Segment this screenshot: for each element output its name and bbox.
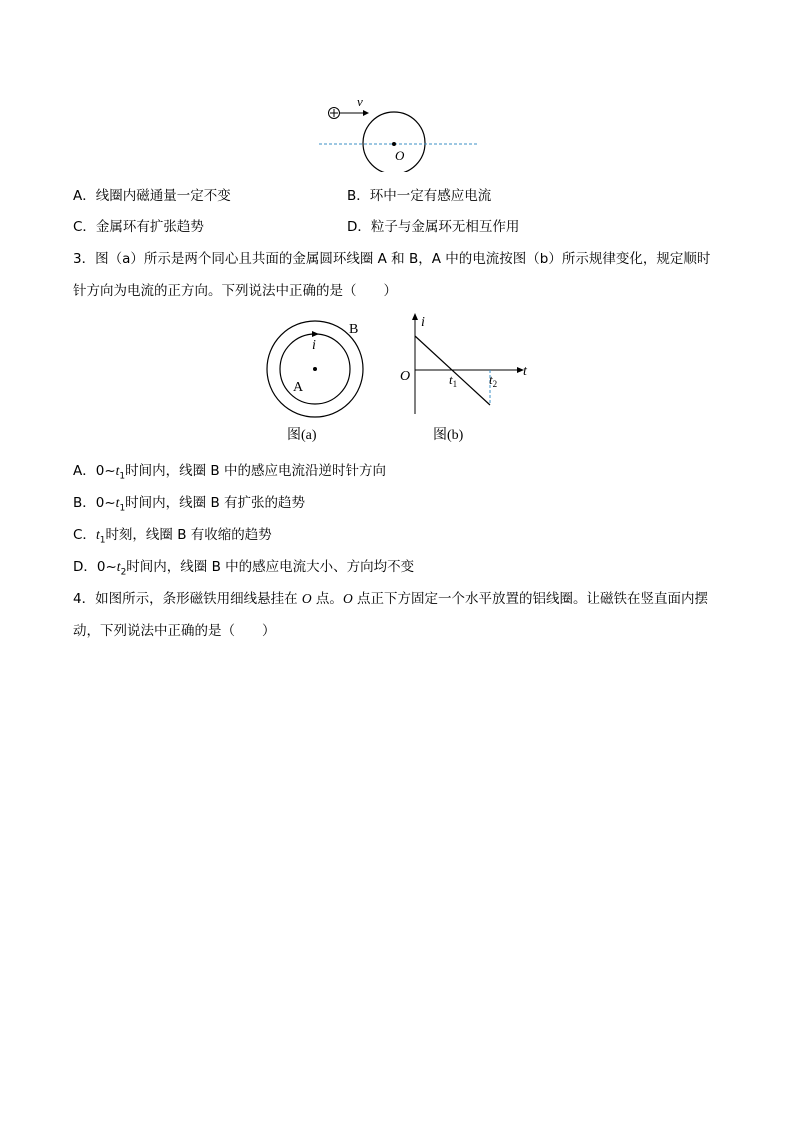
t-axis-label: t (523, 364, 527, 379)
figure-particle-ring (315, 92, 485, 172)
ring-a-label: A (293, 380, 304, 395)
q2-option-a[interactable]: A．线圈内磁通量一定不变 (73, 188, 231, 204)
time-subscript: 2 (120, 567, 127, 578)
current-label: i (312, 338, 316, 353)
velocity-arrow-icon (340, 110, 369, 116)
i-axis-label: i (421, 315, 425, 330)
rings-center-dot (313, 367, 317, 371)
q3-option-a[interactable] (73, 462, 386, 486)
q2-option-d[interactable]: D．粒子与金属环无相互作用 (347, 219, 520, 235)
q4-stem-line1 (73, 590, 708, 608)
origin-label: O (400, 369, 411, 384)
ring-center-dot (392, 142, 396, 146)
q4-text-part: 4．如图所示，条形磁铁用细线悬挂在 (73, 591, 302, 607)
q2-option-b[interactable]: B．环中一定有感应电流 (347, 188, 492, 204)
time-symbol: t (95, 527, 100, 542)
ring-center-label: O (395, 148, 405, 163)
figure-b-current-graph (395, 310, 535, 446)
figure-a-caption: 图(a) (287, 428, 317, 443)
time-symbol: t (115, 463, 120, 478)
option-text: 时刻，线圈 B 有收缩的趋势 (105, 527, 272, 543)
point-o-symbol: O (342, 591, 353, 606)
figure-b-caption: 图(b) (433, 428, 464, 443)
figure-a-concentric-rings (260, 316, 370, 446)
option-text: 时间内，线圈 B 有扩张的趋势 (125, 495, 306, 511)
time-symbol: t (115, 495, 120, 510)
q3-option-b[interactable] (73, 494, 305, 518)
i-axis-arrow-icon (412, 313, 418, 320)
option-prefix: B．0~ (73, 495, 116, 511)
time-subscript: 1 (119, 471, 126, 482)
q3-stem-line2: 针方向为电流的正方向。下列说法中正确的是（ ） (73, 283, 397, 299)
clockwise-arrow-icon (312, 331, 319, 337)
q4-stem-line2: 动，下列说法中正确的是（ ） (73, 623, 276, 639)
option-prefix: D．0~ (73, 559, 117, 575)
option-prefix: A．0~ (73, 463, 116, 479)
ring-b-label: B (349, 322, 359, 337)
q3-option-d[interactable] (73, 558, 414, 582)
time-subscript: 1 (119, 503, 126, 514)
q4-text-part: 点。 (311, 591, 343, 607)
option-text: 时间内，线圈 B 中的感应电流沿逆时针方向 (125, 463, 386, 479)
time-subscript: 1 (99, 535, 106, 546)
t2-label: $t_2$ (489, 372, 498, 389)
velocity-label: v (357, 94, 363, 109)
point-o-symbol: O (301, 591, 312, 606)
option-prefix: C． (73, 527, 96, 543)
q2-option-c[interactable]: C．金属环有扩张趋势 (73, 219, 204, 235)
q4-text-part: 点正下方固定一个水平放置的铝线圈。让磁铁在竖直面内摆 (352, 591, 708, 607)
q3-stem-line1: 3．图（a）所示是两个同心且共面的金属圆环线圈 A 和 B，A 中的电流按图（b）所示规律变化，规定顺时 (73, 251, 711, 267)
t1-label: $t_1$ (449, 372, 458, 389)
option-text: 时间内，线圈 B 中的感应电流大小、方向均不变 (126, 559, 415, 575)
time-symbol: t (116, 559, 121, 574)
positive-charge-icon (329, 108, 340, 119)
q3-option-c[interactable] (73, 526, 272, 550)
